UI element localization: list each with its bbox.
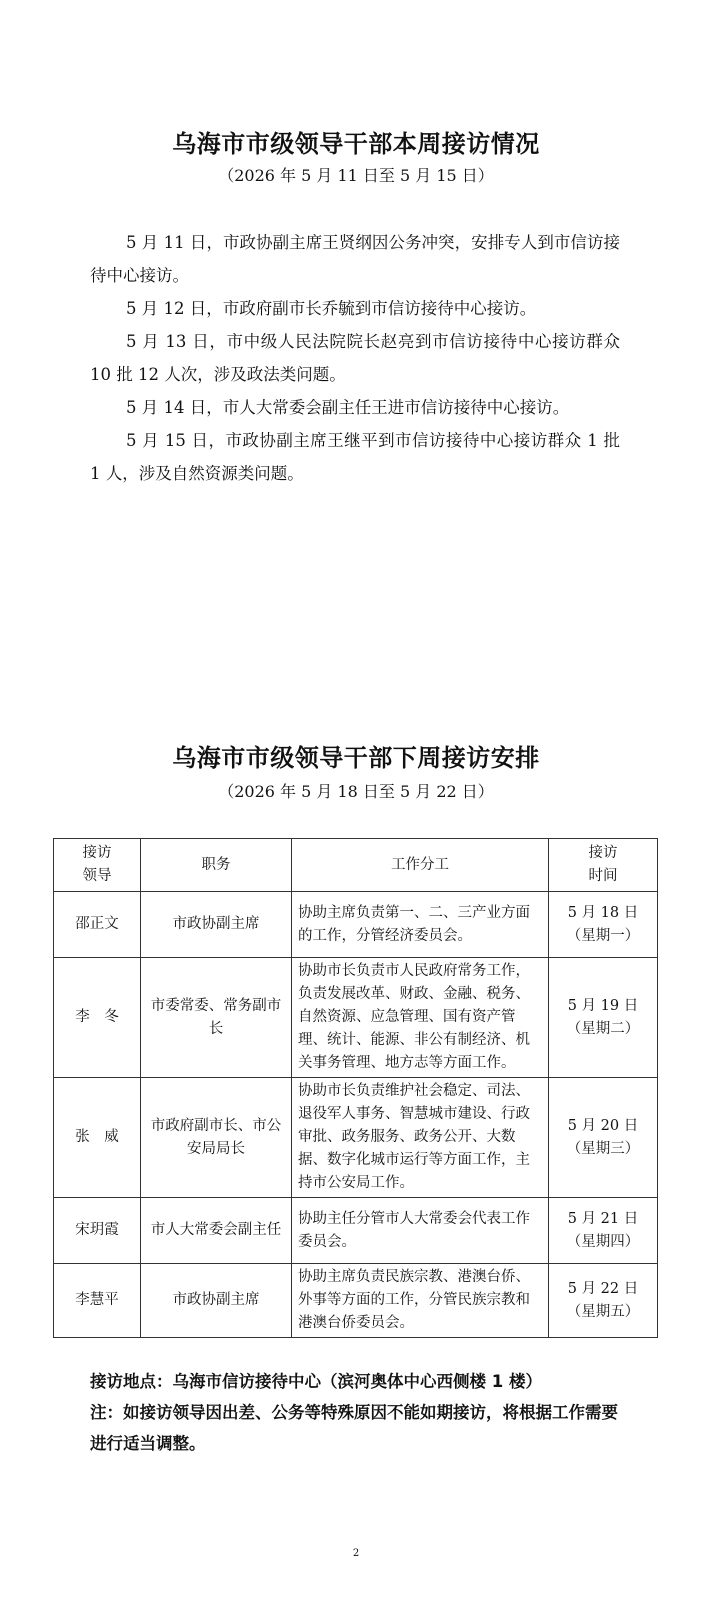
cell-position: 市人大常委会副主任 — [141, 1198, 292, 1264]
cell-leader: 邵正文 — [54, 892, 141, 958]
header-work: 工作分工 — [292, 839, 549, 892]
schedule-table — [53, 838, 658, 1338]
table-header-row — [54, 839, 658, 892]
cell-date: 5 月 18 日 — [567, 904, 639, 921]
cell-leader: 张 威 — [54, 1078, 141, 1198]
cell-work: 协助主席负责第一、二、三产业方面的工作，分管经济委员会。 — [292, 892, 549, 958]
header-leader — [54, 839, 141, 892]
cell-weekday: （星期五） — [566, 1303, 640, 1320]
report-date-range: （2026 年 5 月 11 日至 5 月 15 日） — [218, 166, 494, 185]
cell-weekday: （星期一） — [566, 927, 640, 944]
report-paragraph: 5 月 11 日，市政协副主席王贤纲因公务冲突，安排专人到市信访接待中心接访。 — [90, 233, 620, 285]
table-row — [54, 1264, 658, 1338]
cell-weekday: （星期三） — [566, 1140, 640, 1157]
cell-leader: 宋玥霞 — [54, 1198, 141, 1264]
cell-position: 市政协副主席 — [141, 892, 292, 958]
schedule-title: 乌海市市级领导干部下周接访安排 — [172, 744, 540, 772]
report-paragraph: 5 月 14 日，市人大常委会副主任王进市信访接待中心接访。 — [126, 398, 570, 417]
cell-weekday: （星期四） — [566, 1233, 640, 1250]
table-row — [54, 892, 658, 958]
header-time-line1: 接访 — [588, 845, 618, 861]
cell-time — [549, 1078, 658, 1198]
cell-position: 市政协副主席 — [141, 1264, 292, 1338]
cell-weekday: （星期二） — [566, 1020, 640, 1037]
cell-date: 5 月 19 日 — [567, 997, 639, 1014]
cell-time — [549, 958, 658, 1078]
cell-date: 5 月 22 日 — [567, 1280, 639, 1297]
visit-location: 接访地点：乌海市信访接待中心（滨河奥体中心西侧楼 1 楼） — [90, 1372, 542, 1391]
table-row — [54, 1198, 658, 1264]
cell-work: 协助主任分管市人大常委会代表工作委员会。 — [292, 1198, 549, 1264]
cell-leader: 李慧平 — [54, 1264, 141, 1338]
header-time-line2: 时间 — [588, 868, 618, 884]
report-paragraph: 5 月 12 日，市政府副市长乔毓到市信访接待中心接访。 — [126, 299, 537, 318]
cell-position: 市委常委、常务副市长 — [141, 958, 292, 1078]
table-row — [54, 1078, 658, 1198]
cell-work: 协助主席负责民族宗教、港澳台侨、外事等方面的工作，分管民族宗教和港澳台侨委员会。 — [292, 1264, 549, 1338]
header-position: 职务 — [141, 839, 292, 892]
cell-work: 协助市长负责维护社会稳定、司法、退役军人事务、智慧城市建设、行政审批、政务服务、政务公开、大数据、数字化城市运行等方面工作，主持市公安局工作。 — [292, 1078, 549, 1198]
cell-time — [549, 892, 658, 958]
header-leader-line1: 接访 — [82, 845, 112, 861]
cell-time — [549, 1198, 658, 1264]
table-row — [54, 958, 658, 1078]
header-leader-line2: 领导 — [82, 868, 112, 884]
report-paragraph: 5 月 13 日，市中级人民法院院长赵亮到市信访接待中心接访群众 10 批 12 人次，涉及政法类问题。 — [90, 332, 620, 384]
schedule-date-range: （2026 年 5 月 18 日至 5 月 22 日） — [218, 782, 494, 801]
report-paragraphs — [90, 226, 620, 490]
cell-time — [549, 1264, 658, 1338]
notes-section — [90, 1366, 630, 1459]
cell-leader: 李 冬 — [54, 958, 141, 1078]
cell-date: 5 月 21 日 — [567, 1210, 639, 1227]
report-paragraph: 5 月 15 日，市政协副主席王继平到市信访接待中心接访群众 1 批 1 人，涉及自然资源类问题。 — [90, 431, 620, 483]
remark-note: 注：如接访领导因出差、公务等特殊原因不能如期接访，将根据工作需要进行适当调整。 — [90, 1403, 618, 1453]
page-number: 2 — [352, 1548, 360, 1559]
header-time — [549, 839, 658, 892]
cell-date: 5 月 20 日 — [567, 1117, 639, 1134]
report-title: 乌海市市级领导干部本周接访情况 — [172, 130, 540, 158]
cell-position: 市政府副市长、市公安局局长 — [141, 1078, 292, 1198]
cell-work: 协助市长负责市人民政府常务工作，负责发展改革、财政、金融、税务、自然资源、应急管理、国有资产管理、统计、能源、非公有制经济、机关事务管理、地方志等方面工作。 — [292, 958, 549, 1078]
